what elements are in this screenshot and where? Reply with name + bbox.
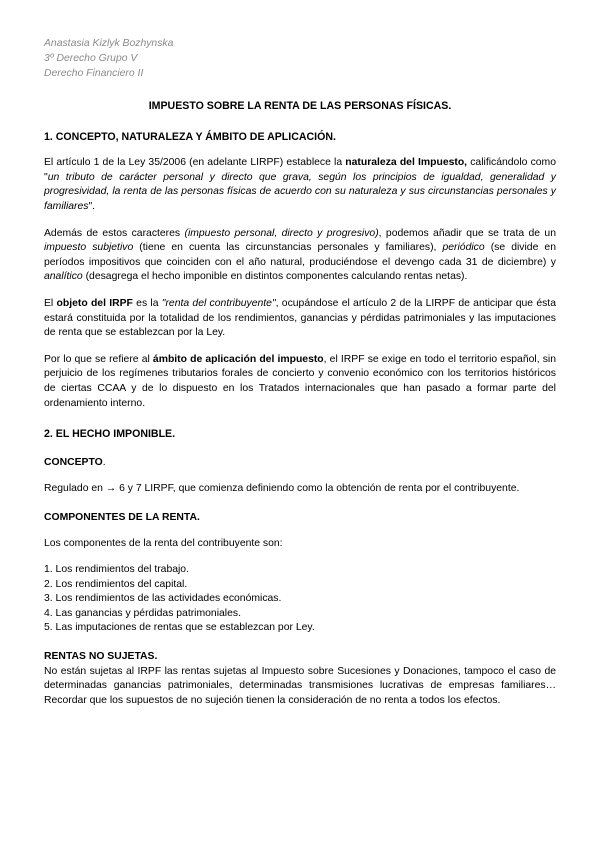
paragraph-componentes-intro: Los componentes de la renta del contribuyente son: [44, 538, 283, 550]
componentes-list [44, 563, 556, 636]
list-item: 2. Los rendimientos del capital. [44, 578, 188, 590]
list-item: 5. Las imputaciones de rentas que se establezcan por Ley. [44, 622, 315, 634]
author-block [44, 36, 556, 81]
paragraph-ambito: Por lo que se refiere al ámbito de aplicación del impuesto, el IRPF se exige en todo el territorio español, sin perjuicio de los regímenes tributarios forales de concierto y convenio económico con los territorios históricos de ciertas CCAA y de lo dispuesto en los Tratados internacionales que han pasado a formar parte del ordenamiento interno. [44, 353, 556, 409]
paragraph-concepto: Regulado en → 6 y 7 LIRPF, que comienza definiendo como la obtención de renta por el contribuyente. [44, 483, 520, 495]
paragraph-rentas-no-sujetas: No están sujetas al IRPF las rentas sujetas al Impuesto sobre Sucesiones y Donaciones, tampoco el caso de determinadas ganancias patrimoniales, determinadas transmisiones lucrativas de empresas familiares… Recordar que los supuestos de no sujeción tienen la consideración de no renta a todos los efectos. [44, 665, 556, 706]
paragraph-caracteres: Además de estos caracteres (impuesto personal, directo y progresivo), podemos añadir que se trata de un impuesto subjetivo (tiene en cuenta las circunstancias personales y familiares), periódico (se divide en períodos impositivos que coinciden con el año natural, produciéndose el devengo cada 31 de diciembre) y analítico (desagrega el hecho imponible en distintos componentes calculando rentas netas). [44, 227, 556, 283]
list-item: 4. Las ganancias y pérdidas patrimoniales. [44, 607, 241, 619]
list-item: 3. Los rendimientos de las actividades económicas. [44, 593, 282, 605]
paragraph-naturaleza: El artículo 1 de la Ley 35/2006 (en adelante LIRPF) establece la naturaleza del Impuesto, calificándolo como "un tributo de carácter personal y directo que grava, según los principios de igualdad, generalidad y progresividad, la renta de las personas físicas de acuerdo con su naturaleza y sus circunstancias personales y familiares". [44, 157, 556, 212]
concepto-heading: CONCEPTO. [44, 456, 106, 468]
paragraph-objeto: El objeto del IRPF es la "renta del contribuyente", ocupándose el artículo 2 de la LIRPF de anticipar que ésta estará constituida por la totalidad de los rendimientos, ganancias y pérdidas patrimoniales y las imputaciones de renta que se establezcan por la Ley. [44, 297, 556, 339]
author-course: 3º Derecho Grupo V [44, 53, 138, 64]
author-subject: Derecho Financiero II [44, 68, 144, 79]
document-title: IMPUESTO SOBRE LA RENTA DE LAS PERSONAS FÍSICAS. [148, 100, 452, 112]
author-name: Anastasia Kizlyk Bozhynska [44, 38, 174, 49]
list-item: 1. Los rendimientos del trabajo. [44, 564, 189, 576]
rentas-no-sujetas-heading: RENTAS NO SUJETAS. [44, 651, 158, 663]
section-1-heading: 1. CONCEPTO, NATURALEZA Y ÁMBITO DE APLICACIÓN. [44, 130, 336, 143]
section-2-heading: 2. EL HECHO IMPONIBLE. [44, 428, 176, 441]
componentes-heading: COMPONENTES DE LA RENTA. [44, 511, 200, 523]
